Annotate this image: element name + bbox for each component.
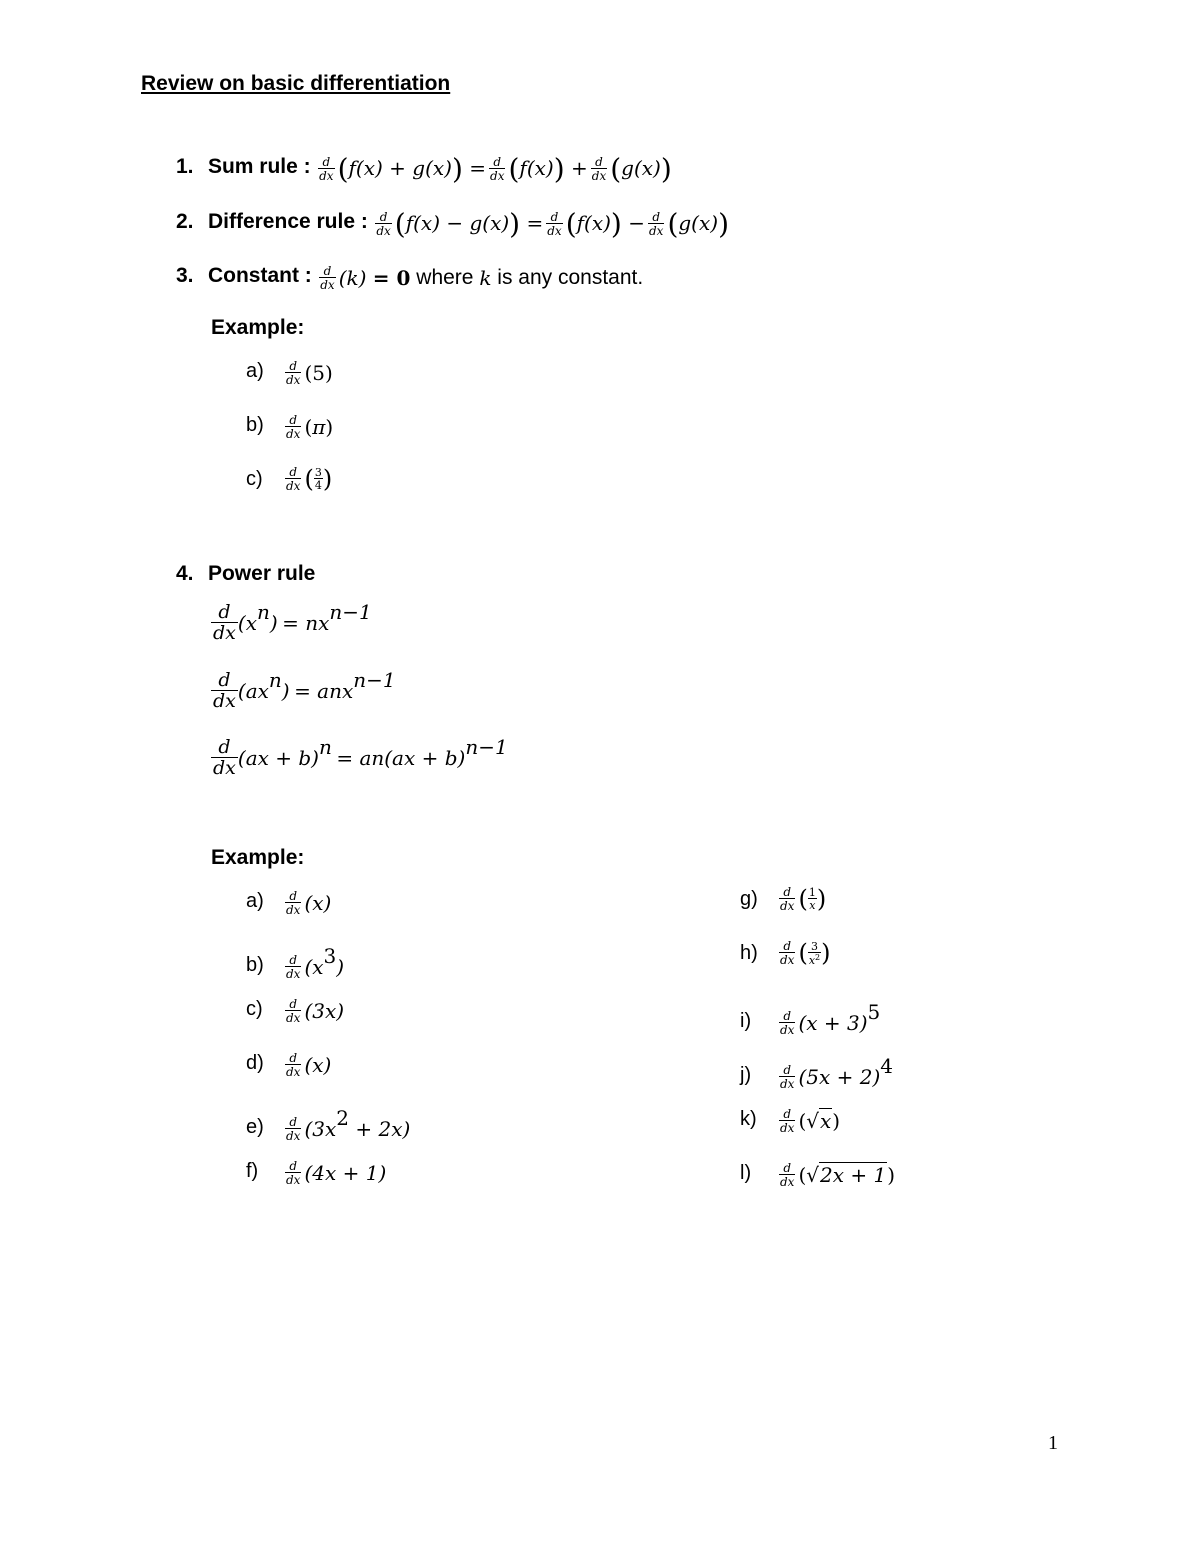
example-heading: Example: [211,316,305,339]
expr-close: ) [322,465,333,493]
example-item [740,1162,895,1188]
page-title: Review on basic differentiation [141,72,451,95]
exponent: n−1 [353,668,396,692]
rule-label: Sum rule : [207,155,311,179]
fraction: $\frac{3}{4}$ [314,466,322,492]
expr-close: ) [832,1109,841,1133]
expr-close: ) [816,885,827,913]
expr-open: ( [798,1109,807,1133]
derivative-operator: $\frac{d}{dx}$ [780,1008,795,1037]
constant-rule [176,264,643,291]
example-expr-close: + 2x) [349,1116,411,1141]
expr-close: ) [325,361,333,385]
exponent: 5 [867,1000,881,1024]
example-item [246,360,333,386]
derivative-operator: $\frac{d}{dx}$ [286,413,301,441]
example-item [246,1160,386,1186]
exponent: n [268,668,282,692]
rule-number: 4. [176,562,194,585]
example-item [246,466,332,492]
example-expr: (5x + 2) [798,1064,881,1089]
derivative-operator: $\frac{d}{dx}$ [320,263,335,292]
page-number: 1 [1048,1432,1058,1454]
example-item [246,944,344,980]
derivative-operator: $\frac{d}{dx}$ [286,359,301,387]
derivative-operator: $\frac{d}{dx}$ [286,997,301,1025]
exponent: 2 [336,1106,349,1130]
rule-number: 2. [176,210,194,234]
formula-lhs-close: ) [281,678,290,703]
expr-open: ( [304,465,314,493]
expr-close: ) [325,415,334,439]
example-label: h) [740,941,758,964]
derivative-operator: $\frac{d}{dx}$ [376,210,391,238]
exponent: 4 [880,1054,893,1078]
formula-text: (f(x) − g(x)) = [394,207,544,240]
expr-open: ( [304,361,313,385]
example-label: e) [246,1116,264,1138]
formula-rhs: = nx [282,610,330,635]
rule-label: Power rule [207,562,316,585]
exponent: n−1 [465,735,508,759]
constant-var: k [479,265,492,290]
derivative-operator: $\frac{d}{dx}$ [780,939,795,967]
expr-close: ) [821,939,831,967]
fraction: $\frac{3}{x^2}$ [808,939,821,967]
expr-open: ( [304,415,313,439]
formula-rhs: = anx [294,678,354,703]
formula-text: (g(x)) [667,207,729,240]
formula-result: = 0 [372,265,411,290]
example-label: a) [246,890,264,913]
example-label: i) [740,1010,752,1032]
example-item [246,998,344,1024]
derivative-operator: $\frac{d}{dx}$ [547,210,562,238]
example-item [246,414,333,440]
power-formula [211,668,396,711]
example-label: b) [246,414,264,437]
example-expr-close: ) [336,954,345,979]
exponent: n [318,735,332,759]
example-label: f) [246,1160,259,1183]
example-arg: π [312,415,326,439]
example-heading: Example: [211,846,305,869]
expr-close: ) [887,1163,896,1187]
rule-text: where [410,265,480,289]
exponent: n [256,600,270,624]
example-item [740,1000,880,1036]
example-item [740,886,826,912]
power-formula [211,735,508,778]
formula-lhs-close: ) [269,610,278,635]
formula-lhs: (x [237,610,257,635]
derivative-operator: $\frac{d}{dx}$ [213,735,236,779]
example-expr: (3x [304,1116,337,1141]
example-item [246,1106,410,1142]
example-arg: 5 [312,361,325,385]
formula-lhs: (ax + b) [237,745,319,770]
example-label: c) [246,467,263,490]
rule-number: 3. [176,264,194,287]
derivative-operator: $\frac{d}{dx}$ [648,210,664,238]
example-expr: (3x) [304,999,345,1023]
derivative-operator: $\frac{d}{dx}$ [780,1062,795,1091]
power-formula [211,600,372,643]
formula-text: (g(x)) [610,152,672,185]
derivative-operator: $\frac{d}{dx}$ [319,155,334,183]
example-item [740,1054,893,1090]
example-label: b) [246,954,264,976]
rule-label: Difference rule : [207,210,368,234]
example-label: j) [740,1064,752,1086]
example-label: c) [246,998,263,1021]
example-item [740,1108,840,1134]
exponent: 3 [323,944,337,968]
expr-open: ( [798,885,808,913]
derivative-operator: $\frac{d}{dx}$ [286,889,301,917]
difference-rule [176,207,729,240]
derivative-operator: $\frac{d}{dx}$ [286,1159,301,1187]
example-label: a) [246,360,264,383]
derivative-operator: $\frac{d}{dx}$ [286,1051,301,1079]
example-expr: (4x + 1) [304,1161,387,1185]
formula-text: (f(x) + g(x)) = [337,152,487,185]
rule-text: is any constant. [491,265,644,289]
derivative-operator: $\frac{d}{dx}$ [591,155,607,183]
derivative-operator: $\frac{d}{dx}$ [780,885,795,913]
derivative-operator: $\frac{d}{dx}$ [490,155,505,183]
power-rule [176,562,315,586]
formula-text: (f(x)) + [508,152,588,185]
example-expr: (x + 3) [798,1010,868,1035]
example-item [246,890,331,916]
derivative-operator: $\frac{d}{dx}$ [213,668,236,712]
example-expr: (x) [304,1053,332,1077]
fraction: $\frac{1}{x}$ [808,886,816,912]
example-label: d) [246,1052,264,1075]
example-expr: (x) [304,891,332,915]
derivative-operator: $\frac{d}{dx}$ [780,1161,795,1189]
rule-number: 1. [176,155,194,179]
formula-text: (f(x)) − [565,207,645,240]
exponent: n−1 [329,600,372,624]
rule-label: Constant : [207,264,312,287]
sum-rule [176,152,672,185]
example-expr: (x [304,954,324,979]
formula-text: (k) [338,265,373,290]
example-label: l) [740,1162,752,1185]
expr-open: ( [798,939,808,967]
formula-rhs: = an(ax + b) [336,745,466,770]
example-item [246,1052,331,1078]
derivative-operator: $\frac{d}{dx}$ [780,1107,795,1135]
sqrt-expression: √2x + 1 [806,1163,887,1187]
example-label: g) [740,887,758,910]
derivative-operator: $\frac{d}{dx}$ [213,600,236,644]
derivative-operator: $\frac{d}{dx}$ [286,1114,301,1143]
example-item [740,940,831,966]
formula-lhs: (ax [237,678,269,703]
derivative-operator: $\frac{d}{dx}$ [286,952,301,981]
expr-open: ( [798,1163,807,1187]
derivative-operator: $\frac{d}{dx}$ [286,465,301,493]
sqrt-expression: √x [806,1109,832,1133]
example-label: k) [740,1108,757,1131]
